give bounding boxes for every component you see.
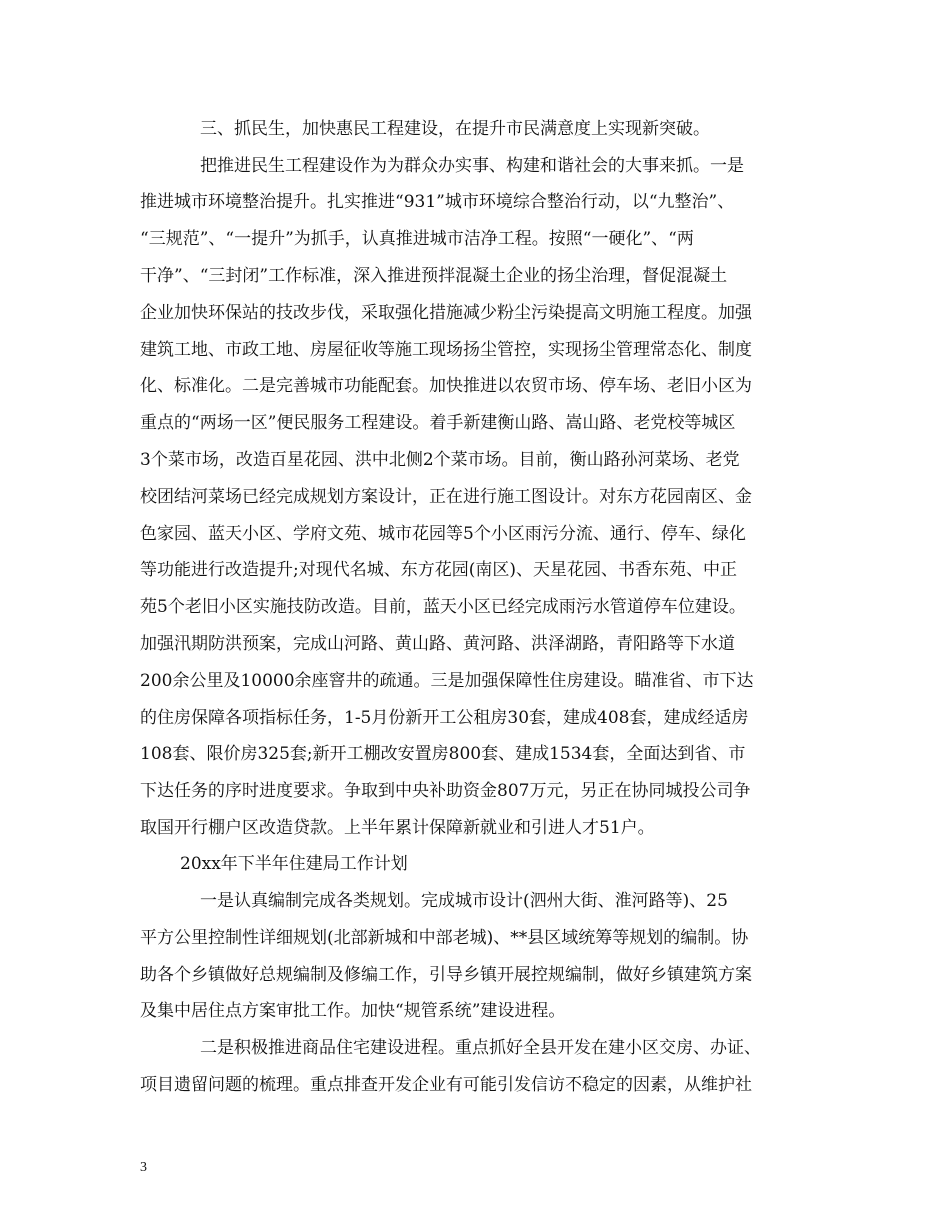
paragraph-line: 及集中居住点方案审批工作。加快“规管系统”建设进程。 [140,1001,566,1021]
paragraph-line: 把推进民生工程建设作为为群众办实事、构建和谐社会的大事来抓。一是 [200,156,744,176]
paragraph-line: 一是认真编制完成各类规划。完成城市设计(泗州大街、淮河路等)、25 [200,891,728,911]
paragraph-line: 200余公里及10000余座窨井的疏通。三是加强保障性住房建设。瞄准省、市下达 [140,671,754,691]
paragraph-line: 二是积极推进商品住宅建设进程。重点抓好全县开发在建小区交房、办证、 [200,1038,761,1058]
paragraph-line: 下达任务的序时进度要求。争取到中央补助资金807万元，另正在协同城投公司争 [140,781,751,801]
section-heading: 三、抓民生，加快惠民工程建设，在提升市民满意度上实现新突破。 [200,119,710,139]
paragraph-line: 助各个乡镇做好总规编制及修编工作，引导乡镇开展控规编制，做好乡镇建筑方案 [140,965,752,985]
paragraph-line: 取国开行棚户区改造贷款。上半年累计保障新就业和引进人才51户。 [140,818,655,838]
paragraph-line: 等功能进行改造提升;对现代名城、东方花园(南区)、天星花园、书香东苑、中正 [140,560,737,580]
paragraph-line: 的住房保障各项指标任务，1-5月份新开工公租房30套，建成408套，建成经适房 [140,708,749,728]
paragraph-line: 色家园、蓝天小区、学府文苑、城市花园等5个小区雨污分流、通行、停车、绿化 [140,524,746,544]
paragraph-line: 干净”、“三封闭”工作标准，深入推进预拌混凝土企业的扬尘治理，督促混凝土 [140,266,728,286]
paragraph-line: “三规范”、“一提升”为抓手，认真推进城市洁净工程。按照“一硬化”、“两 [140,229,694,249]
paragraph-line: 企业加快环保站的技改步伐，采取强化措施减少粉尘污染提高文明施工程度。加强 [140,303,752,323]
paragraph-line: 化、标准化。二是完善城市功能配套。加快推进以农贸市场、停车场、老旧小区为 [140,376,752,396]
paragraph-line: 加强汛期防洪预案，完成山河路、黄山路、黄河路、洪泽湖路，青阳路等下水道 [140,634,735,654]
paragraph-line: 108套、限价房325套;新开工棚改安置房800套、建成1534套，全面达到省、市 [140,744,746,764]
paragraph-line: 重点的“两场一区”便民服务工程建设。着手新建衡山路、嵩山路、老党校等城区 [140,413,736,433]
paragraph-line: 建筑工地、市政工地、房屋征收等施工现场扬尘管控，实现扬尘管理常态化、制度 [140,340,752,360]
paragraph-line: 平方公里控制性详细规划(北部新城和中部老城)、**县区域统筹等规划的编制。协 [140,928,749,948]
paragraph-line: 苑5个老旧小区实施技防改造。目前，蓝天小区已经完成雨污水管道停车位建设。 [140,597,746,617]
page-number: 3 [140,1160,147,1175]
paragraph-line: 校团结河菜场已经完成规划方案设计，正在进行施工图设计。对东方花园南区、金 [140,487,752,507]
paragraph-line: 3个菜市场，改造百星花园、洪中北侧2个菜市场。目前，衡山路孙河菜场、老党 [140,450,740,470]
plan-title: 20xx年下半年住建局工作计划 [180,854,408,874]
paragraph-line: 项目遗留问题的梳理。重点排查开发企业有可能引发信访不稳定的因素，从维护社 [140,1075,752,1095]
paragraph-line: 推进城市环境整治提升。扎实推进“931”城市环境综合整治行动，以“九整治”、 [140,192,735,212]
